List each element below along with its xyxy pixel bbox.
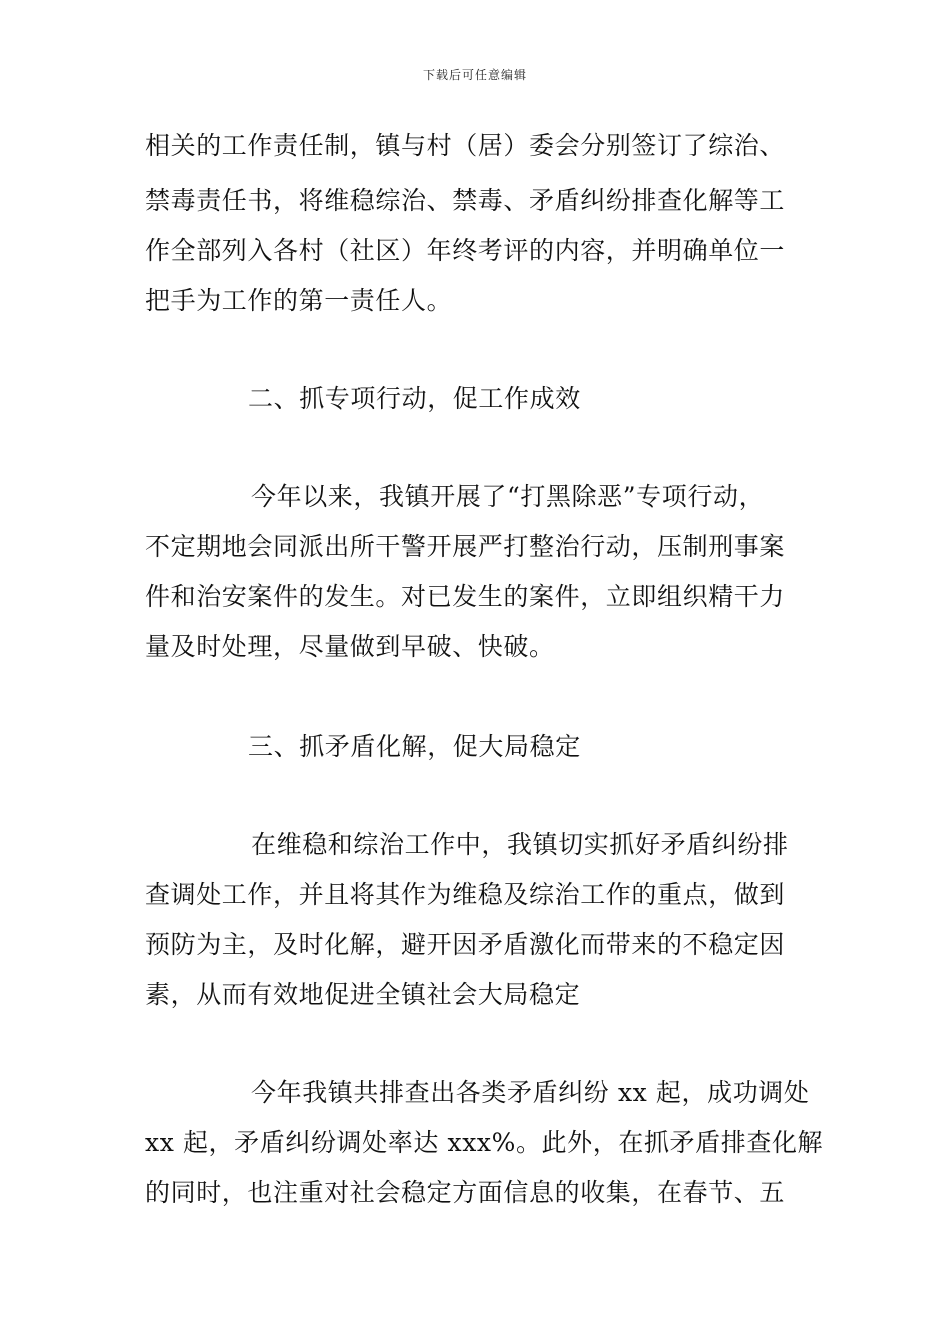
section-heading: 二、抓专项行动，促工作成效 <box>248 384 581 413</box>
paragraph-line: 禁毒责任书，将维稳综治、禁毒、矛盾纠纷排查化解等工 <box>145 186 786 215</box>
paragraph-line: 今年以来，我镇开展了“打黑除恶”专项行动， <box>251 482 765 511</box>
paragraph-line: 不定期地会同派出所干警开展严打整治行动，压制刑事案 <box>145 532 786 561</box>
paragraph-line: 素，从而有效地促进全镇社会大局稳定 <box>145 980 581 1009</box>
paragraph-line: 的同时，也注重对社会稳定方面信息的收集，在春节、五 <box>145 1178 786 1207</box>
paragraph-line: 把手为工作的第一责任人。 <box>145 286 453 315</box>
page-header: 下载后可任意编辑 <box>422 68 527 82</box>
paragraph-line: 相关的工作责任制，镇与村（居）委会分别签订了综治、 <box>145 131 786 160</box>
paragraph-line: 今年我镇共排查出各类矛盾纠纷 xx 起，成功调处 <box>251 1078 810 1107</box>
paragraph-line: xx 起，矛盾纠纷调处率达 xxx%。此外，在抓矛盾排查化解 <box>145 1128 824 1157</box>
paragraph-line: 量及时处理，尽量做到早破、快破。 <box>145 632 555 661</box>
paragraph-line: 查调处工作，并且将其作为维稳及综治工作的重点，做到 <box>145 880 786 909</box>
paragraph-line: 件和治安案件的发生。对已发生的案件，立即组织精干力 <box>145 582 786 611</box>
paragraph-line: 作全部列入各村（社区）年终考评的内容，并明确单位一 <box>145 236 786 265</box>
section-heading: 三、抓矛盾化解，促大局稳定 <box>248 732 581 761</box>
paragraph-line: 预防为主，及时化解，避开因矛盾激化而带来的不稳定因 <box>145 930 786 959</box>
paragraph-line: 在维稳和综治工作中，我镇切实抓好矛盾纠纷排 <box>251 830 789 859</box>
